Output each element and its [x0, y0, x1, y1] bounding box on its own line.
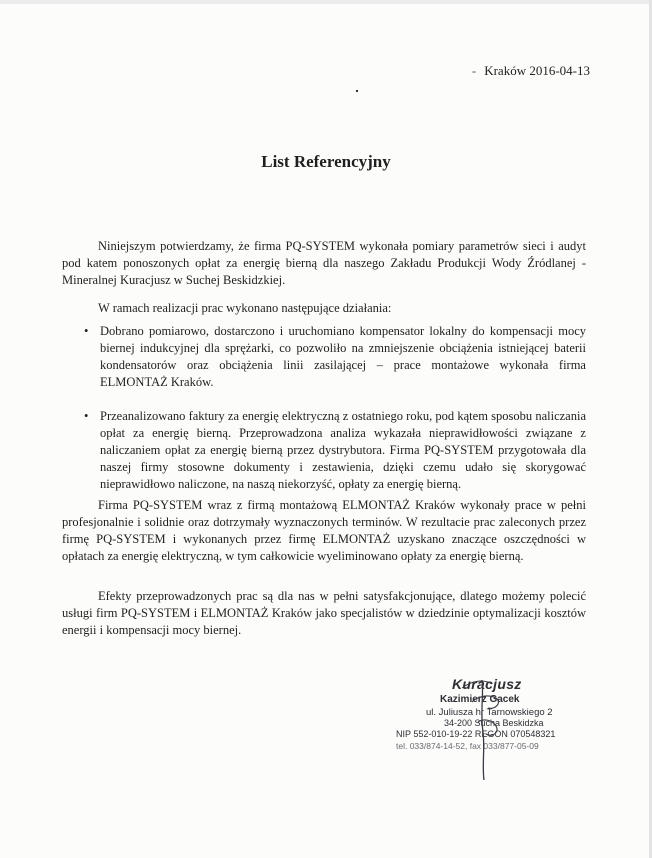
bullet-text-compensator: Dobrano pomiarowo, dostarczono i uruchomiano kompensator lokalny do kompensacji mocy biernej indukcyjnej dla sprężarki, co pozwoliło na zmniejszenie obciążenia istniejącej baterii kondensatorów oraz obciążenia linii zasilającej – prace montażowe wykonała firma ELMONTAŻ Kraków.: [100, 324, 586, 389]
stamp-phone: tel. 033/874-14-52, fax 033/877-05-09: [396, 741, 539, 751]
paragraph-actions-intro: W ramach realizacji prac wykonano następujące działania:: [98, 301, 392, 315]
company-stamp: [392, 672, 612, 782]
stamp-nip-regon: NIP 552-010-19-22 REGON 070548321: [396, 729, 556, 739]
stamp-address: ul. Juliusza hr Tarnowskiego 2: [426, 707, 553, 718]
stamp-name: Kazimierz Gacek: [440, 694, 520, 705]
letter-title: List Referencyjny: [261, 152, 391, 171]
bullet-dot-icon: •: [84, 409, 89, 423]
paragraph-results: Firma PQ-SYSTEM wraz z firmą montażową ELMONTAŻ Kraków wykonały prace w pełni profesjonalnie i solidnie oraz dotrzymały wyznaczonych terminów. W rezultacie prac zaleconych przez firmę PQ-SYSTEM i wykonanych przez firmę ELMONTAŻ uzyskano znaczące oszczędności w opłatach za energię elektryczną, w tym całkowicie wyeliminowano opłaty za energię bierną.: [62, 498, 586, 563]
bullet-text-invoices: Przeanalizowano faktury za energię elektryczną z ostatniego roku, pod kątem sposobu naliczania opłat za energię bierną. Przeprowadzona analiza wykazała nieprawidłowości związane z naliczaniem opłat za energię bierną przez dystrybutora. Firma PQ-SYSTEM przygotowała dla naszej firmy stosowne dokumenty i zestawienia, dzięki czemu udało się skorygować nieprawidłowo naliczone, na naszą niekorzyść, opłaty za energię bierną.: [100, 409, 586, 491]
bullet-list-2: [62, 408, 586, 493]
scan-speck: [356, 90, 358, 92]
bullet-list-1: [62, 323, 586, 391]
stamp-city: 34-200 Sucha Beskidzka: [444, 718, 544, 728]
list-item: [62, 408, 586, 493]
paragraph-recommendation: Efekty przeprowadzonych prac są dla nas w pełni satysfakcjonujące, dlatego możemy polecić usługi firm PQ-SYSTEM i ELMONTAŻ Kraków jako specjalistów w dziedzinie optymalizacji kosztów energii i kompensacji mocy biernej.: [62, 589, 586, 637]
date-line: [472, 63, 590, 79]
letter-date: Kraków 2016-04-13: [484, 63, 590, 78]
stamp-logo: Kuracjusz: [452, 676, 522, 692]
date-dash-mark: -: [471, 63, 477, 78]
paragraph-intro: Niniejszym potwierdzamy, że firma PQ-SYSTEM wykonała pomiary parametrów sieci i audyt pod katem ponoszonych opłat za energię bierną dla naszego Zakładu Produkcji Wody Źródlanej - Mineralnej Kuracjusz w Suchej Beskidzkiej.: [62, 239, 586, 287]
list-item: [62, 323, 586, 391]
handwritten-signature: [392, 672, 612, 782]
bullet-dot-icon: •: [84, 324, 89, 338]
